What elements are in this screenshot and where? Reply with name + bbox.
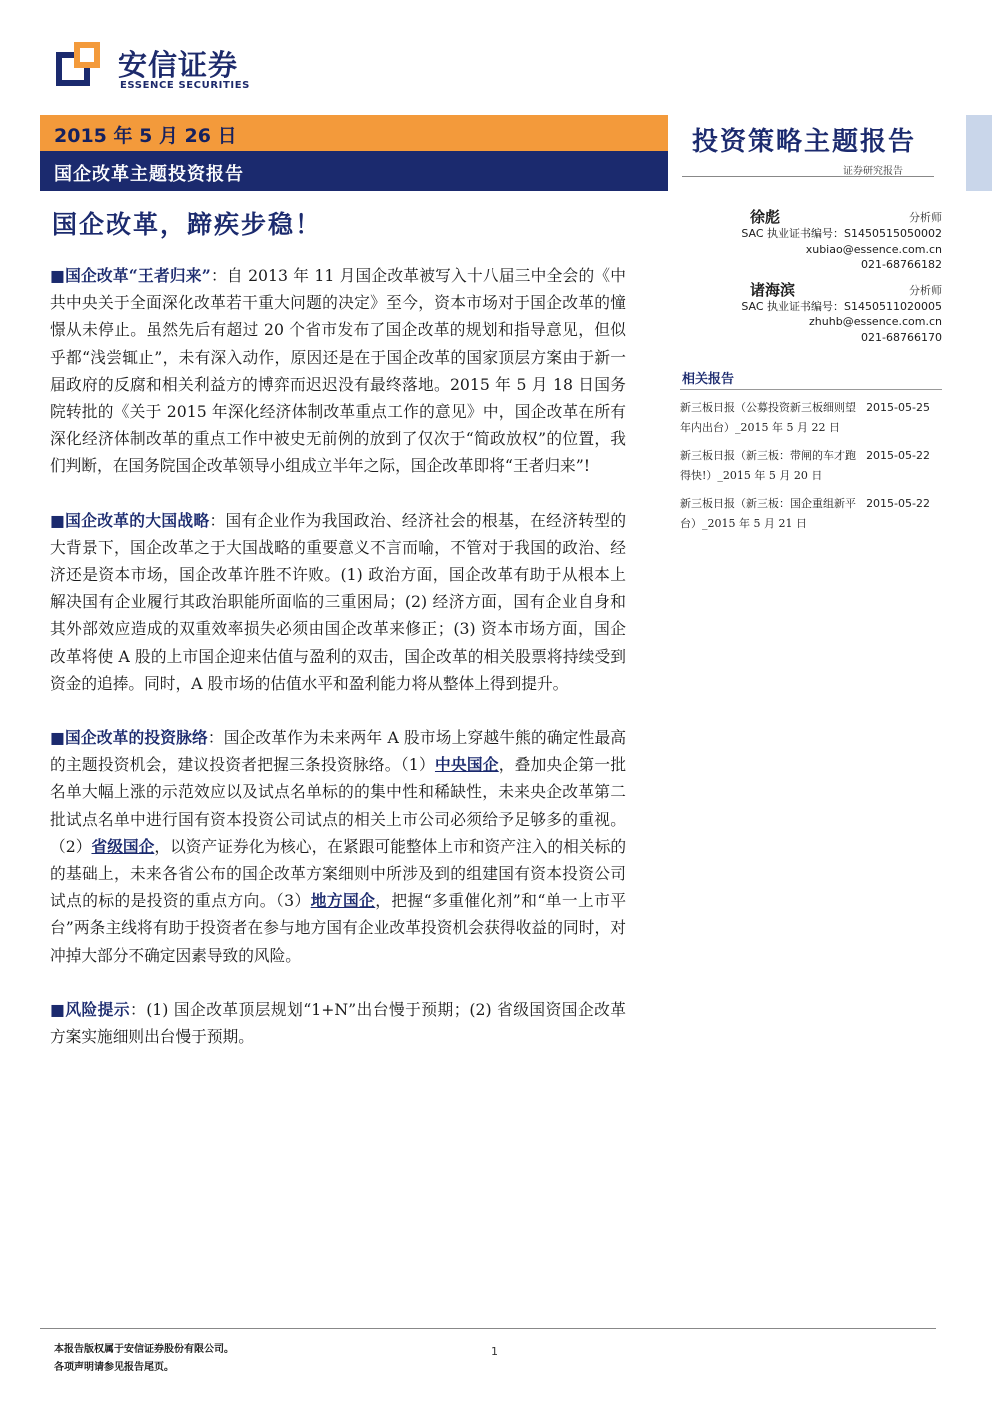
- related-report-date: 2015-05-25: [866, 401, 930, 414]
- section-paragraph: [50, 262, 626, 480]
- analyst-name: 诸海滨: [750, 280, 796, 299]
- item-key: 中央国企: [434, 755, 499, 775]
- analyst-phone: 021-68766170: [861, 330, 942, 344]
- related-report-date: 2015-05-22: [866, 497, 930, 510]
- section-text: ：国有企业作为我国政治、经济社会的根基，在经济转型的大背景下，国企改革之于大国战略的重要意义不言而喻，不管对于我国的政治、经济还是资本市场，国企改革许胜不许败。(1) 政治方面，国企改革有助于从根本上解决国有企业履行其政治职能所面临的三重困局；(2) 经济方面，国有企业自身和其外部效应造成的双重效率损失必须由国企改革来修正；(3) 资本市场方面，国企改革将使 A 股的上市国企迎来估值与盈利的双击，国企改革的相关股票将持续受到资金的追捧。同时，A 股市场的估值水平和盈利能力将从整体上得到提升。: [50, 510, 627, 693]
- footer-disclaimer: 各项声明请参见报告尾页。: [54, 1362, 174, 1373]
- bullet-square-icon: ■: [50, 728, 66, 748]
- analyst-panel: [680, 206, 942, 351]
- bullet-square-icon: ■: [50, 999, 66, 1019]
- analyst-sac: SAC 执业证书编号：S1450515050002: [741, 227, 942, 240]
- section-lead: 国企改革“王者归来”: [65, 266, 211, 285]
- item-key: 省级国企: [91, 836, 155, 856]
- analyst-role: 分析师: [909, 283, 942, 297]
- section-text: ：(1) 国企改革顶层规划“1+N”出台慢于预期；(2) 省级国资国企改革方案实施细则出台慢于预期。: [50, 999, 626, 1047]
- analyst-name: 徐彪: [750, 208, 781, 226]
- report-type: 投资策略主题报告: [692, 127, 917, 157]
- related-report-text: 新三板日报（公募投资新三板细则望年内出台）_2015 年 5 月 22 日: [680, 401, 856, 434]
- section-lead: 风险提示: [65, 999, 131, 1019]
- section-paragraph: [50, 724, 626, 969]
- analyst-sac: SAC 执业证书编号：S1450511020005: [741, 299, 942, 313]
- report-subtitle: 国企改革主题投资报告: [54, 164, 244, 185]
- page-title: 国企改革，蹄疾步稳！: [52, 210, 323, 239]
- bullet-square-icon: ■: [50, 266, 66, 285]
- analyst-phone: 021-68766182: [861, 258, 942, 271]
- section-lead: 国企改革的投资脉络: [65, 728, 208, 748]
- report-body: [50, 262, 626, 1077]
- item-key: 地方国企: [310, 891, 376, 911]
- section-paragraph: [50, 996, 626, 1050]
- analyst-email: xubiao@essence.com.cn: [805, 242, 942, 256]
- footer-copyright: 本报告版权属于安信证券股份有限公司。: [54, 1344, 234, 1355]
- page-number: 1: [491, 1345, 498, 1358]
- logo-name-en: ESSENCE SECURITIES: [120, 80, 250, 91]
- related-reports-title: 相关报告: [680, 368, 942, 390]
- related-reports: [680, 368, 942, 534]
- report-date: 2015 年 5 月 26 日: [54, 125, 237, 147]
- item-text: ，把握“多重催化剂”和“单一上市平台”两条主线将有助于投资者在参与地方国有企业改革投资机会获得收益的同时，对冲掉大部分不确定因素导致的风险。: [50, 891, 627, 965]
- item-number: （3）: [275, 891, 311, 911]
- header-accent-block: [966, 115, 992, 191]
- item-number: （1）: [400, 755, 435, 775]
- related-report-text: 新三板日报（新三板：国企重组新平台）_2015 年 5 月 21 日: [680, 497, 856, 530]
- analyst-role: 分析师: [909, 211, 942, 224]
- item-number: （2）: [50, 836, 92, 856]
- related-report-date: 2015-05-22: [866, 449, 930, 462]
- section-text: ：自 2013 年 11 月国企改革被写入十八届三中全会的《中共中央关于全面深化改革若干重大问题的决定》至今，资本市场对于国企改革的憧憬从未停止。虽然先后有超过 20 个省市发布了国企改革的规划和指导意见，但似乎都“浅尝辄止”，未有深入动作，原因还是在于国企改革的国家顶层方案由于新一届政府的反腐和相关利益方的博弈而迟迟没有最终落地。2015 年 5 月 18 日国务院转批的《关于 2015 年深化经济体制改革重点工作的意见》中，国企改革在所有深化经济体制改革的重点工作中被史无前例的放到了仅次于“简政放权”的位置，我们判断，在国务院国企改革领导小组成立半年之际，国企改革即将“王者归来”!: [50, 266, 626, 476]
- related-report-item[interactable]: [680, 494, 942, 534]
- logo-name-cn: 安信证券: [118, 48, 239, 82]
- footer-divider: [40, 1328, 936, 1329]
- company-logo-icon: [56, 42, 100, 86]
- related-report-text: 新三板日报（新三板：带闸的车才跑得快!）_2015 年 5 月 20 日: [680, 449, 856, 482]
- analyst-email: zhuhb@essence.com.cn: [809, 315, 942, 328]
- analyst-card: [680, 279, 942, 346]
- section-paragraph: [50, 507, 626, 697]
- section-lead: 国企改革的大国战略: [65, 510, 210, 530]
- related-report-item[interactable]: [680, 446, 942, 486]
- item-text: ，叠加央企第一批名单大幅上涨的示范效应以及试点名单标的的集中性和稀缺性，未来央企改革第二批试点名单中进行国有资本投资公司试点的相关上市公司必须给予足够多的重视。: [50, 755, 627, 829]
- section-text: ：国企改革作为未来两年 A 股市场上穿越牛熊的确定性最高的主题投资机会，建议投资者把握三条投资脉络。: [50, 728, 627, 775]
- analyst-card: [680, 206, 942, 273]
- related-report-item[interactable]: [680, 398, 942, 438]
- item-text: ，以资产证券化为核心，在紧跟可能整体上市和资产注入的相关标的的基础上，未来各省公布的国企改革方案细则中所涉及到的组建国有资本投资公司试点的标的是投资的重点方向。: [50, 836, 627, 911]
- bullet-square-icon: ■: [50, 510, 66, 530]
- report-subtype: 证券研究报告: [843, 166, 903, 177]
